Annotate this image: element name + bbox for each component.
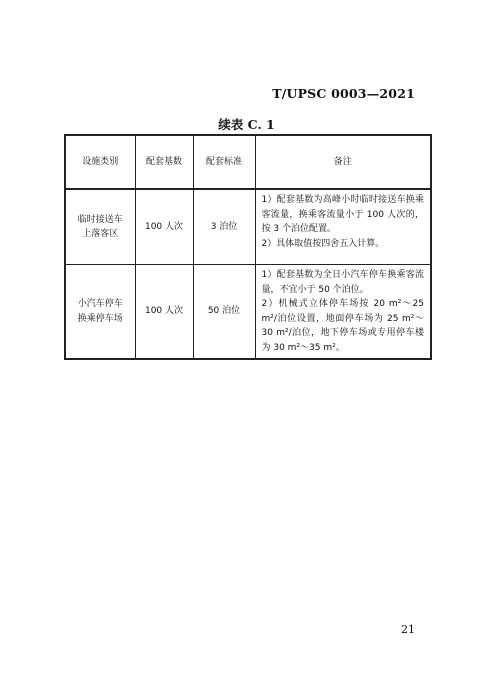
notes-cell: [255, 265, 431, 360]
column-header-standard: 配套标准: [193, 135, 255, 189]
table-header-row: [65, 135, 431, 189]
facility-category-cell: 小汽车停车换乘停车场: [65, 265, 135, 360]
table-row: [65, 189, 431, 265]
base-cell: 100 人次: [135, 265, 193, 360]
base-cell: 100 人次: [135, 189, 193, 265]
standard-code: T/UPSC 0003—2021: [272, 86, 415, 101]
note-line: 1）配套基数为全日小汽车停车换乘客流量，不宜小于 50 个泊位。: [261, 270, 424, 295]
facility-category-cell: 临时接送车上落客区: [65, 189, 135, 265]
standard-cell: 3 泊位: [193, 189, 255, 265]
table-row: [65, 265, 431, 360]
facility-table: [64, 134, 432, 360]
note-line: 2）机械式立体停车场按 20 m²～25 m²/泊位设置，地面停车场为 25 m²～30 m²/泊位，地下停车场或专用停车楼为 30 m²～35 m²。: [261, 299, 424, 353]
column-header-base: 配套基数: [135, 135, 193, 189]
standard-cell: 50 泊位: [193, 265, 255, 360]
column-header-notes: 备注: [255, 135, 431, 189]
note-line: 1）配套基数为高峰小时临时接送车换乘客流量，换乘客流量小于 100 人次的，按 3 个泊位配置。: [261, 195, 424, 234]
column-header-category: 设施类别: [65, 135, 135, 189]
notes-cell: [255, 189, 431, 265]
table-title: 续表 C. 1: [218, 117, 275, 132]
page-number: 21: [401, 623, 415, 636]
note-line: 2）具体取值按四舍五入计算。: [261, 238, 385, 249]
